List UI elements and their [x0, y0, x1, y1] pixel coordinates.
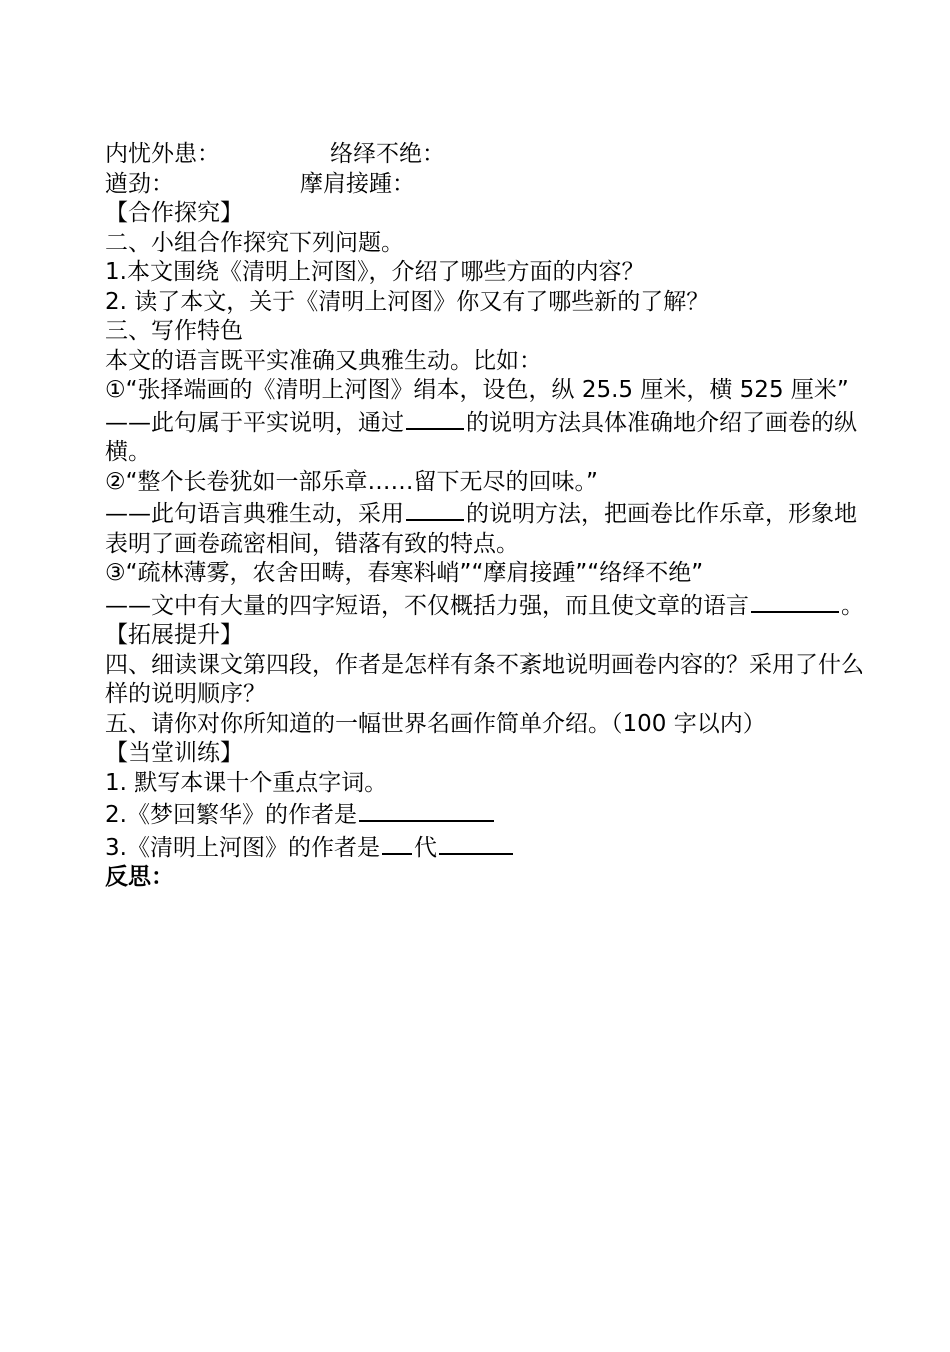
- analysis-text: 的说明方法具体准确地介绍了画卷的纵横。: [105, 409, 857, 465]
- answer-blank[interactable]: [439, 831, 513, 855]
- reflection-label: 反思：: [105, 864, 174, 890]
- example-3-analysis: [105, 589, 875, 622]
- practice-text: 3.《清明上河图》的作者是: [105, 834, 380, 861]
- example-1-quote: ①“张择端画的《清明上河图》绢本，设色，纵 25.5 厘米，横 525 厘米”: [105, 377, 849, 403]
- answer-blank[interactable]: [359, 798, 494, 822]
- practice-3: [105, 831, 875, 864]
- analysis-text: 。: [841, 592, 864, 619]
- analysis-text: ——此句属于平实说明，通过: [105, 409, 404, 436]
- answer-blank[interactable]: [382, 831, 412, 855]
- question-5: 五、请你对你所知道的一幅世界名画作简单介绍。（100 字以内）: [105, 710, 766, 737]
- example-2-quote: ②“整个长卷犹如一部乐章……留下无尽的回味。”: [105, 468, 598, 495]
- writing-intro: 本文的语言既平实准确又典雅生动。比如：: [105, 347, 542, 374]
- answer-blank[interactable]: [751, 589, 839, 613]
- vocab-term: 络绎不绝：: [330, 141, 445, 167]
- example-1-analysis: [105, 406, 875, 468]
- section-heading-coop: 【合作探究】: [105, 200, 243, 226]
- analysis-text: 的说明方法，把画卷比作乐章，形象地表明了画卷疏密相间，错落有致的特点。: [105, 501, 857, 557]
- example-3-quote: ③“疏林薄雾，农舍田畴，春寒料峭”“摩肩接踵”“络绎不绝”: [105, 560, 704, 586]
- vocab-row-2: [105, 170, 875, 200]
- vocab-term: 内忧外患：: [105, 141, 220, 167]
- practice-2: [105, 798, 875, 831]
- answer-blank[interactable]: [406, 497, 464, 521]
- question-3: 三、写作特色: [105, 318, 243, 344]
- question-4: 四、细读课文第四段，作者是怎样有条不紊地说明画卷内容的？采用了什么样的说明顺序？: [105, 651, 864, 707]
- practice-1: 1. 默写本课十个重点字词。: [105, 769, 388, 796]
- vocab-term: 摩肩接踵：: [300, 170, 415, 197]
- practice-text: 代: [413, 834, 437, 861]
- analysis-text: ——此句语言典雅生动，采用: [105, 501, 404, 527]
- question-2: 二、小组合作探究下列问题。: [105, 229, 404, 256]
- question-2-1: 1.本文围绕《清明上河图》，介绍了哪些方面的内容？: [105, 259, 645, 285]
- analysis-text: ——文中有大量的四字短语，不仅概括力强，而且使文章的语言: [105, 592, 749, 619]
- question-2-2: 2. 读了本文，关于《清明上河图》你又有了哪些新的了解？: [105, 288, 710, 315]
- vocab-term: 遒劲：: [105, 170, 174, 197]
- example-2-analysis: [105, 497, 875, 559]
- vocab-row-1: [105, 140, 875, 170]
- practice-text: 2.《梦回繁华》的作者是: [105, 802, 357, 828]
- section-heading-extend: 【拓展提升】: [105, 622, 243, 648]
- section-heading-practice: 【当堂训练】: [105, 740, 243, 766]
- worksheet-content: [105, 140, 875, 893]
- answer-blank[interactable]: [406, 406, 464, 430]
